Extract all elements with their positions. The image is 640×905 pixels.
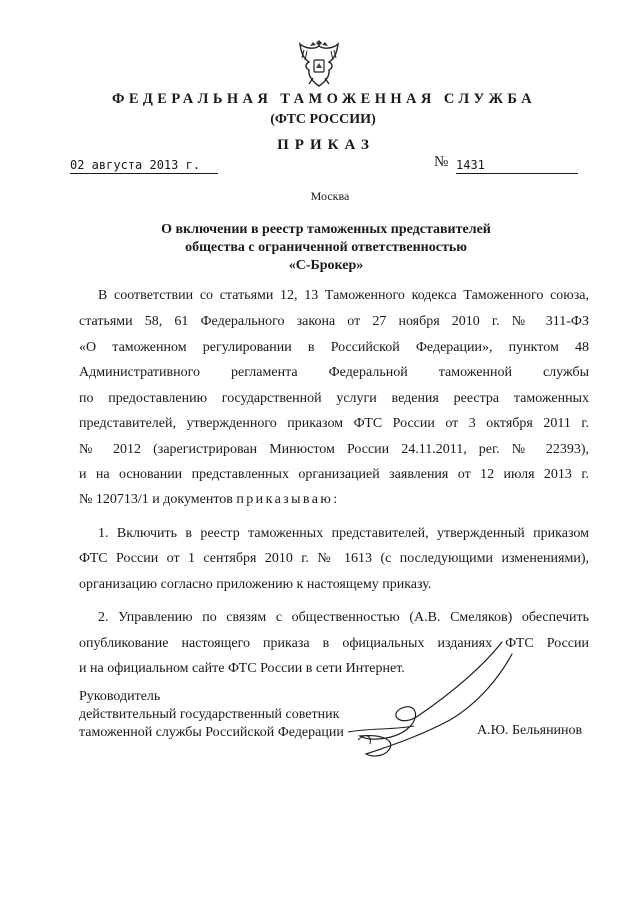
body-line: «О таможенном регулировании в Российской Федерации», пунктом 48 bbox=[79, 340, 589, 355]
body-line: Административного регламента Федеральной таможенной службы bbox=[79, 365, 589, 380]
order-date: 02 августа 2013 г. bbox=[70, 158, 218, 174]
document-type: ПРИКАЗ bbox=[277, 137, 375, 153]
body-line: № 2012 (зарегистрирован Минюстом России 24.11.2011, рег. № 22393), bbox=[79, 442, 589, 457]
body-line: и на официальном сайте ФТС России в сети Интернет. bbox=[79, 661, 405, 676]
directive-word: приказываю: bbox=[236, 492, 340, 507]
order-number: 1431 bbox=[456, 158, 578, 174]
coat-of-arms-emblem-icon bbox=[296, 38, 342, 88]
body-line: организацию согласно приложению к настоящему приказу. bbox=[79, 577, 432, 592]
signer-position: таможенной службы Российской Федерации bbox=[79, 725, 344, 740]
body-line: по предоставлению государственной услуги ведения реестра таможенных bbox=[79, 391, 589, 406]
body-line: ФТС России от 1 сентября 2010 г. № 1613 (с последующими изменениями), bbox=[79, 551, 589, 566]
body-line: статьями 58, 61 Федерального закона от 27 ноября 2010 г. № 311-ФЗ bbox=[79, 314, 589, 329]
order-number-label: № bbox=[434, 154, 449, 170]
handwritten-signature bbox=[330, 636, 560, 776]
preamble-last-text: № 120713/1 и документов bbox=[79, 492, 233, 507]
body-line: 1. Включить в реестр таможенных представителей, утвержденный приказом bbox=[98, 526, 589, 541]
body-line: опубликование настоящего приказа в официальных изданиях ФТС России bbox=[79, 636, 589, 651]
body-line: представителей, утвержденного приказом ФТС России от 3 октября 2011 г. bbox=[79, 416, 589, 431]
subject-line: О включении в реестр таможенных представителей bbox=[161, 222, 491, 237]
body-line: 2. Управлению по связям с общественностью (А.В. Смеляков) обеспечить bbox=[98, 610, 589, 625]
order-subject bbox=[0, 221, 640, 275]
subject-line: «С-Брокер» bbox=[288, 258, 364, 273]
agency-short-name: (ФТС РОССИИ) bbox=[270, 112, 376, 127]
order-city: Москва bbox=[310, 189, 350, 203]
agency-name: ФЕДЕРАЛЬНАЯ ТАМОЖЕННАЯ СЛУЖБА bbox=[111, 91, 536, 107]
body-line bbox=[79, 490, 589, 510]
signer-name: А.Ю. Бельянинов bbox=[477, 723, 583, 738]
signer-position: действительный государственный советник bbox=[79, 707, 340, 722]
subject-line: общества с ограниченной ответственностью bbox=[185, 240, 467, 255]
signer-position: Руководитель bbox=[79, 689, 161, 704]
body-line: В соответствии со статьями 12, 13 Таможенного кодекса Таможенного союза, bbox=[98, 288, 589, 303]
body-line: и на основании представленных организацией заявления от 12 июля 2013 г. bbox=[79, 467, 589, 482]
